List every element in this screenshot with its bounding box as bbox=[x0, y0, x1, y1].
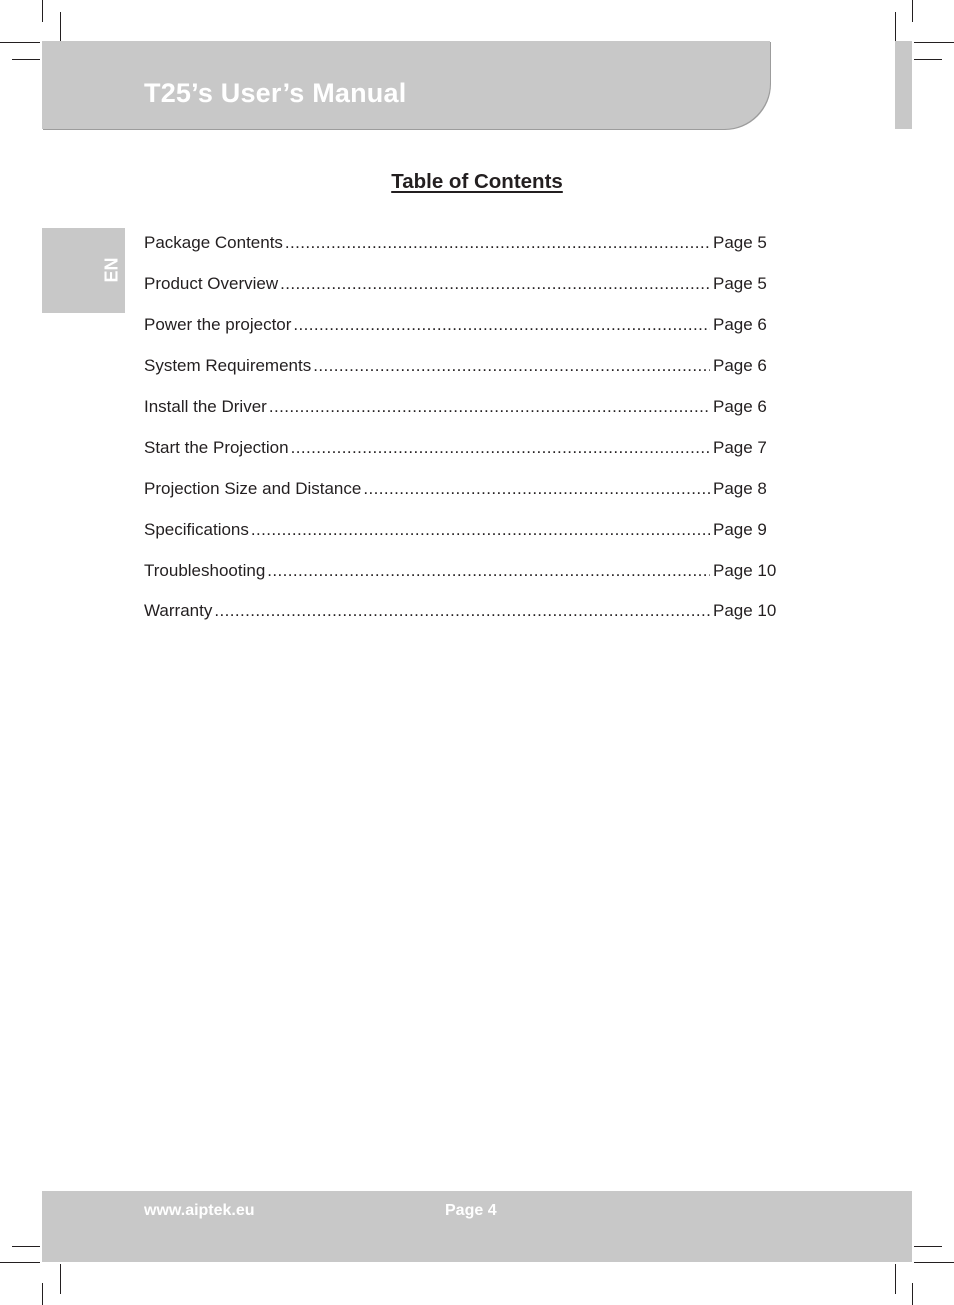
toc-entry-page: Page 6 bbox=[713, 397, 767, 416]
manual-title: T25’s User’s Manual bbox=[144, 78, 407, 108]
dot-leader bbox=[363, 479, 710, 499]
toc-entry-page: Page 10 bbox=[713, 601, 777, 621]
toc-entry-title: Warranty bbox=[144, 601, 213, 621]
toc-entry-specifications[interactable] bbox=[144, 509, 794, 550]
toc-entry-page: Page 8 bbox=[713, 478, 767, 498]
dot-leader bbox=[291, 438, 710, 458]
toc-entry-power-the-projector[interactable] bbox=[144, 305, 794, 346]
crop-mark bbox=[0, 42, 40, 43]
crop-mark bbox=[912, 0, 913, 22]
header-side-strip bbox=[895, 41, 912, 129]
toc-entry-warranty[interactable] bbox=[144, 591, 794, 632]
crop-mark bbox=[895, 1264, 896, 1294]
toc-entry-title: Troubleshooting bbox=[144, 560, 266, 580]
dot-leader bbox=[285, 233, 710, 253]
toc-entry-page: Page 6 bbox=[713, 356, 767, 376]
toc-entry-title: Projection Size and Distance bbox=[144, 478, 362, 498]
toc-entry-page: Page 7 bbox=[713, 437, 767, 457]
crop-mark bbox=[912, 1283, 913, 1305]
crop-mark bbox=[12, 1246, 40, 1247]
toc-heading: Table of Contents bbox=[391, 170, 563, 193]
crop-mark bbox=[42, 0, 43, 22]
toc-entry-title: Product Overview bbox=[144, 274, 279, 294]
toc-entry-projection-size-and-distance[interactable] bbox=[144, 468, 794, 509]
dot-leader bbox=[214, 601, 710, 621]
toc-entry-start-the-projection[interactable] bbox=[144, 427, 794, 468]
footer-website-link[interactable]: www.aiptek.eu bbox=[144, 1202, 255, 1219]
crop-mark bbox=[60, 1264, 61, 1294]
toc-entry-page: Page 10 bbox=[713, 560, 777, 580]
dot-leader bbox=[269, 397, 710, 417]
crop-mark bbox=[914, 1262, 954, 1263]
dot-leader bbox=[280, 274, 710, 294]
language-tab-label: EN bbox=[101, 257, 122, 283]
dot-leader bbox=[267, 561, 710, 581]
toc-entry-troubleshooting[interactable] bbox=[144, 550, 794, 591]
dot-leader bbox=[251, 520, 710, 540]
toc-entry-page: Page 6 bbox=[713, 315, 767, 335]
crop-mark bbox=[60, 12, 61, 42]
toc-entry-install-the-driver[interactable] bbox=[144, 387, 794, 428]
toc-entry-page: Page 5 bbox=[713, 274, 767, 294]
dot-leader bbox=[313, 356, 710, 376]
toc-entry-title: Specifications bbox=[144, 519, 249, 539]
crop-mark bbox=[914, 1246, 942, 1247]
toc-list bbox=[144, 223, 794, 632]
crop-mark bbox=[12, 59, 40, 60]
toc-entry-title: System Requirements bbox=[144, 356, 312, 376]
crop-mark bbox=[42, 1283, 43, 1305]
toc-entry-page: Page 9 bbox=[713, 519, 767, 539]
footer-page-number: Page 4 bbox=[445, 1202, 497, 1219]
toc-entry-package-contents[interactable] bbox=[144, 223, 794, 264]
toc-entry-title: Start the Projection bbox=[144, 437, 289, 457]
toc-entry-title: Package Contents bbox=[144, 233, 283, 253]
crop-mark bbox=[914, 42, 954, 43]
toc-entry-system-requirements[interactable] bbox=[144, 346, 794, 387]
crop-mark bbox=[895, 12, 896, 42]
crop-mark bbox=[914, 59, 942, 60]
toc-entry-product-overview[interactable] bbox=[144, 264, 794, 305]
toc-entry-title: Power the projector bbox=[144, 315, 292, 335]
crop-mark bbox=[0, 1262, 40, 1263]
toc-entry-title: Install the Driver bbox=[144, 397, 267, 416]
toc-entry-page: Page 5 bbox=[713, 233, 767, 253]
dot-leader bbox=[293, 315, 710, 335]
